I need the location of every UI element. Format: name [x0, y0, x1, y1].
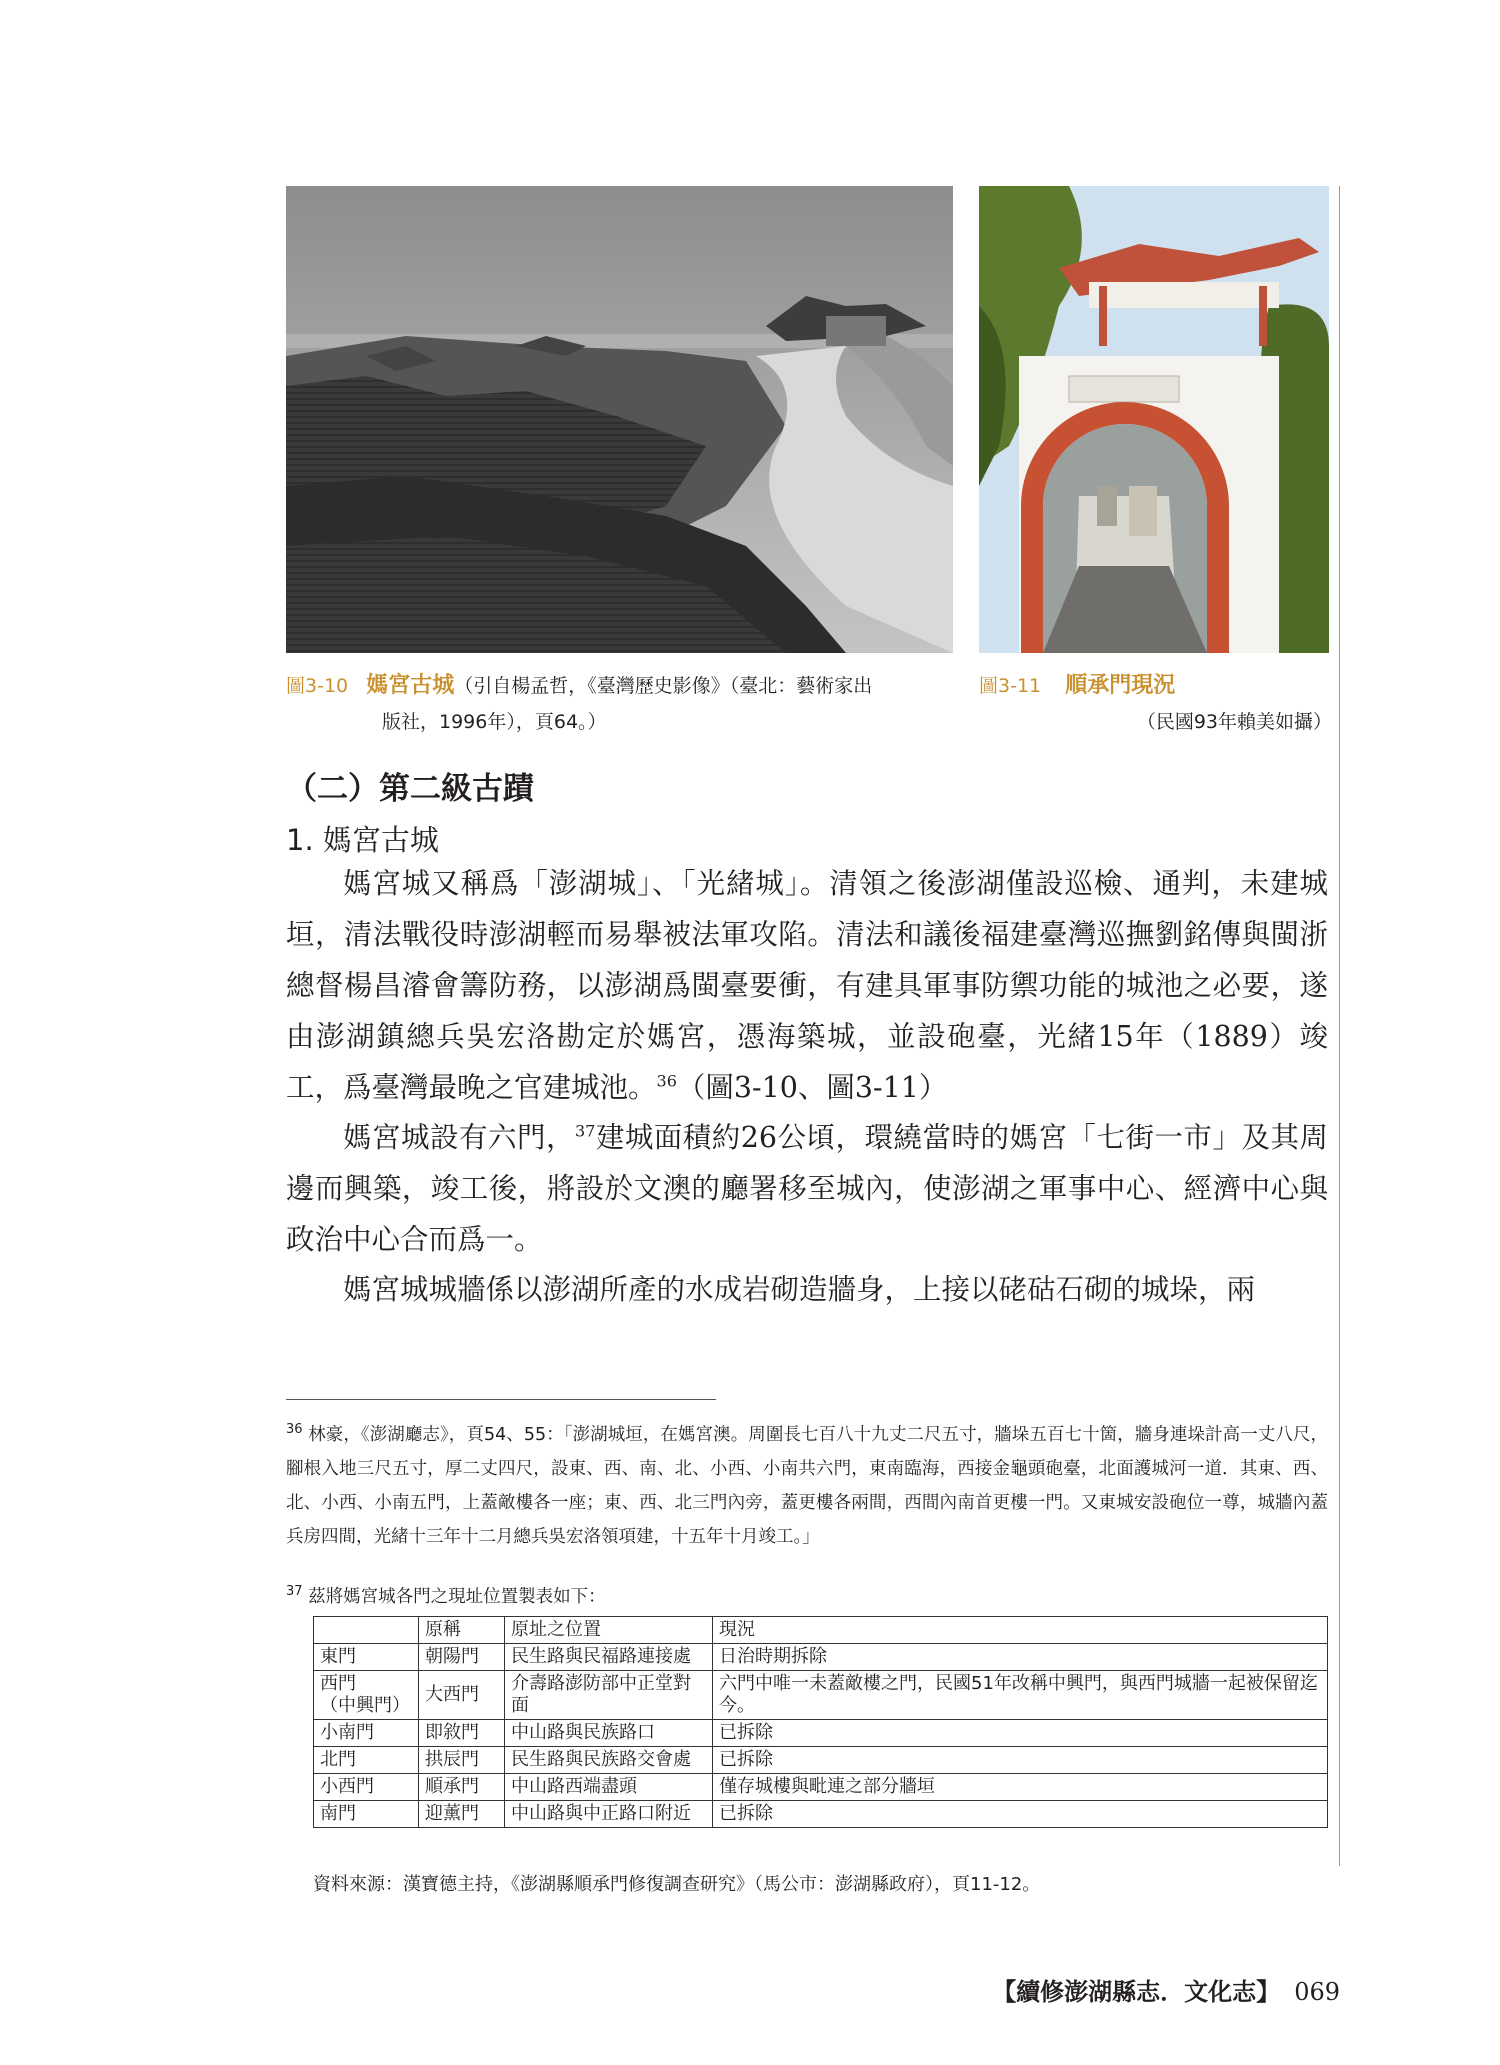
table-row [314, 1774, 1328, 1801]
footnote-number: 37 [286, 1584, 303, 1600]
table-row [314, 1671, 1328, 1720]
footnote-ref-36[interactable]: 36 [656, 1071, 677, 1091]
original-location: 中山路與中正路口附近 [505, 1801, 713, 1828]
figure-title: 順承門現況 [1065, 673, 1176, 698]
paragraph-text: 媽宮城設有六門， [343, 1121, 575, 1154]
figure-source: （引自楊孟哲，《臺灣歷史影像》（臺北：藝術家出 [454, 675, 873, 697]
original-name: 順承門 [419, 1774, 505, 1801]
figure-3-11-credit: （民國93年賴美如攝） [1136, 711, 1332, 733]
original-name: 迎薰門 [419, 1801, 505, 1828]
footnote-text: 茲將媽宮城各門之現址位置製表如下： [308, 1587, 606, 1607]
gate-name-line: 西門 [320, 1673, 356, 1694]
table-header-row [314, 1617, 1328, 1644]
footnote-36 [286, 1418, 1328, 1554]
table-source: 資料來源：漢寶德主持，《澎湖縣順承門修復調查研究》（馬公市：澎湖縣政府），頁11-12。 [313, 1874, 1041, 1895]
running-footer [992, 1972, 1340, 2007]
current-status: 已拆除 [713, 1801, 1328, 1828]
table-header: 原稱 [419, 1617, 505, 1644]
gate-name: 東門 [314, 1644, 419, 1671]
gate-name-alt: （中興門） [320, 1695, 410, 1716]
figure-reference: （圖3-10、圖3-11） [676, 1071, 948, 1104]
gate-name: 小西門 [314, 1774, 419, 1801]
table-header: 現況 [713, 1617, 1328, 1644]
footnote-separator [286, 1399, 716, 1400]
current-status: 僅存城樓與毗連之部分牆垣 [713, 1774, 1328, 1801]
body-paragraph: 媽宮城城牆係以澎湖所產的水成岩砌造牆身，上接以硓𥑮石砌的城垛，兩 [343, 1273, 1256, 1306]
original-name: 即敘門 [419, 1720, 505, 1747]
page-number: 069 [1294, 1978, 1340, 2006]
original-location: 民生路與民族路交會處 [505, 1747, 713, 1774]
table-header: 原址之位置 [505, 1617, 713, 1644]
current-status: 六門中唯一未蓋敵樓之門，民國51年改稱中興門，與西門城牆一起被保留迄今。 [713, 1671, 1328, 1720]
figure-3-11-caption [979, 668, 1175, 699]
figure-3-10-photo [286, 186, 953, 653]
current-status: 已拆除 [713, 1720, 1328, 1747]
figure-3-10-caption [286, 668, 872, 699]
original-location: 介壽路澎防部中正堂對面 [505, 1671, 713, 1720]
original-location: 民生路與民福路連接處 [505, 1644, 713, 1671]
original-name: 大西門 [419, 1671, 505, 1720]
footnote-number: 36 [286, 1422, 303, 1438]
gate-name: 小南門 [314, 1720, 419, 1747]
table-row [314, 1747, 1328, 1774]
subsection-heading: 1. 媽宮古城 [286, 823, 439, 857]
section-heading: （二）第二級古蹟 [286, 771, 534, 807]
footnote-37 [286, 1580, 1328, 1614]
footnote-text: 林豪，《澎湖廳志》，頁54、55：「澎湖城垣，在媽宮澳。周圍長七百八十九丈二尺五寸，牆垛五百七十箇，牆身連垛計高一丈八尺，腳根入地三尺五寸，厚二丈四尺，設東、西、南、北、小西、小南共六門，東南臨海，西接金龜頭砲臺，北面護城河一道．其東、西、北、小西、小南五門，上蓋敵樓各一座；東、西、北三門內旁，蓋更樓各兩間，西間內南首更樓一門。又東城安設砲位一尊，城牆內蓋兵房四間，光緒十三年十二月總兵吳宏洛領項建，十五年十月竣工。」 [286, 1425, 1328, 1547]
original-name: 朝陽門 [419, 1644, 505, 1671]
table-row [314, 1801, 1328, 1828]
gate-table [313, 1616, 1328, 1828]
table-row [314, 1644, 1328, 1671]
current-status: 已拆除 [713, 1747, 1328, 1774]
gate-name [314, 1671, 419, 1720]
paragraph-text: 媽宮城又稱爲「澎湖城」、「光緒城」。清領之後澎湖僅設巡檢、通判，未建城垣，清法戰役時澎湖輕而易舉被法軍攻陷。清法和議後福建臺灣巡撫劉銘傳與閩浙總督楊昌濬會籌防務，以澎湖爲閩臺要衝，有建具軍事防禦功能的城池之必要，遂由澎湖鎮總兵吳宏洛勘定於媽宮，憑海築城，並設砲臺，光緒15年（1889）竣工，爲臺灣最晚之官建城池。 [286, 867, 1328, 1104]
figure-3-10-caption-cont: 版社，1996年），頁64。） [382, 711, 607, 733]
figure-number: 圖3-11 [979, 675, 1042, 697]
figure-number: 圖3-10 [286, 675, 349, 697]
table-header [314, 1617, 419, 1644]
figure-3-11-photo [979, 186, 1329, 653]
table-row [314, 1720, 1328, 1747]
original-location: 中山路西端盡頭 [505, 1774, 713, 1801]
gate-name: 北門 [314, 1747, 419, 1774]
body-paragraph [286, 858, 1328, 1113]
body-paragraph [286, 1112, 1328, 1265]
footnote-ref-37[interactable]: 37 [574, 1121, 596, 1141]
right-margin-rule [1339, 186, 1340, 1866]
paragraph-text: 建城面積約26公頃，環繞當時的媽宮「七街一市」及其周邊而興築，竣工後，將設於文澳的廳署移至城內，使澎湖之軍事中心、經濟中心與政治中心合而爲一。 [286, 1121, 1328, 1256]
original-location: 中山路與民族路口 [505, 1720, 713, 1747]
figure-title: 媽宮古城 [366, 673, 455, 698]
current-status: 日治時期拆除 [713, 1644, 1328, 1671]
original-name: 拱辰門 [419, 1747, 505, 1774]
book-title: 【續修澎湖縣志．文化志】 [992, 1977, 1281, 2006]
gate-name: 南門 [314, 1801, 419, 1828]
